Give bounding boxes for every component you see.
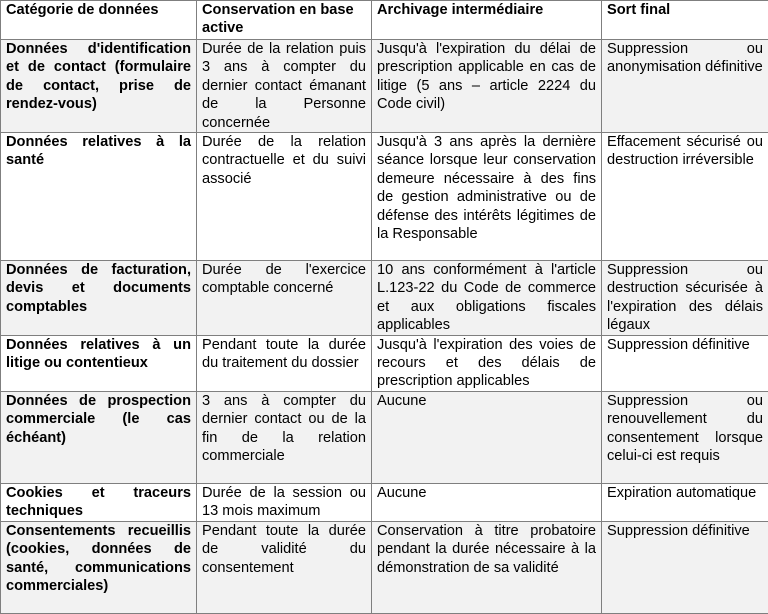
row-active-retention: Durée de la session ou 13 mois maximum	[197, 483, 372, 521]
row-active-retention: Durée de la relation contractuelle et du suivi associé	[197, 133, 372, 261]
row-final-disposition: Suppression définitive	[602, 521, 768, 613]
table-row	[1, 391, 768, 483]
row-active-retention: Pendant toute la durée du traitement du dossier	[197, 335, 372, 391]
row-final-disposition: Suppression ou destruction sécurisée à l'expiration des délais légaux	[602, 261, 768, 336]
table-row	[1, 521, 768, 613]
row-final-disposition: Expiration automatique	[602, 483, 768, 521]
header-active-retention: Conservation en base active	[197, 1, 372, 40]
row-category: Données de prospection commerciale (le cas échéant)	[1, 391, 197, 483]
row-category: Cookies et traceurs techniques	[1, 483, 197, 521]
header-final-disposition: Sort final	[602, 1, 768, 40]
row-active-retention: Durée de l'exercice comptable concerné	[197, 261, 372, 336]
table-row	[1, 335, 768, 391]
row-final-disposition: Suppression définitive	[602, 335, 768, 391]
row-category: Données relatives à la santé	[1, 133, 197, 261]
row-final-disposition: Effacement sécurisé ou destruction irréversible	[602, 133, 768, 261]
row-intermediate-archive: Aucune	[372, 483, 602, 521]
row-final-disposition: Suppression ou anonymisation définitive	[602, 40, 768, 133]
row-active-retention: Durée de la relation puis 3 ans à compter du dernier contact émanant de la Personne concernée	[197, 40, 372, 133]
row-active-retention: 3 ans à compter du dernier contact ou de la fin de la relation commerciale	[197, 391, 372, 483]
header-category: Catégorie de données	[1, 1, 197, 40]
row-intermediate-archive: Jusqu'à 3 ans après la dernière séance lorsque leur conservation demeure nécessaire à des fins de gestion administrative ou de défense des intérêts légitimes de la Responsable	[372, 133, 602, 261]
row-intermediate-archive: Conservation à titre probatoire pendant la durée nécessaire à la démonstration de sa validité	[372, 521, 602, 613]
row-intermediate-archive: 10 ans conformément à l'article L.123-22 du Code de commerce et aux obligations fiscales applicables	[372, 261, 602, 336]
row-intermediate-archive: Jusqu'à l'expiration des voies de recours et des délais de prescription applicables	[372, 335, 602, 391]
table-row	[1, 261, 768, 336]
row-category: Consentements recueillis (cookies, données de santé, communications commerciales)	[1, 521, 197, 613]
row-final-disposition: Suppression ou renouvellement du consentement lorsque celui-ci est requis	[602, 391, 768, 483]
header-intermediate-archive: Archivage intermédiaire	[372, 1, 602, 40]
row-category: Données de facturation, devis et documents comptables	[1, 261, 197, 336]
row-active-retention: Pendant toute la durée de validité du consentement	[197, 521, 372, 613]
row-category: Données d'identification et de contact (formulaire de contact, prise de rendez-vous)	[1, 40, 197, 133]
row-intermediate-archive: Aucune	[372, 391, 602, 483]
table-header-row	[1, 1, 768, 40]
row-category: Données relatives à un litige ou contentieux	[1, 335, 197, 391]
row-intermediate-archive: Jusqu'à l'expiration du délai de prescription applicable en cas de litige (5 ans – article 2224 du Code civil)	[372, 40, 602, 133]
table-row	[1, 483, 768, 521]
table-row	[1, 133, 768, 261]
table-row	[1, 40, 768, 133]
